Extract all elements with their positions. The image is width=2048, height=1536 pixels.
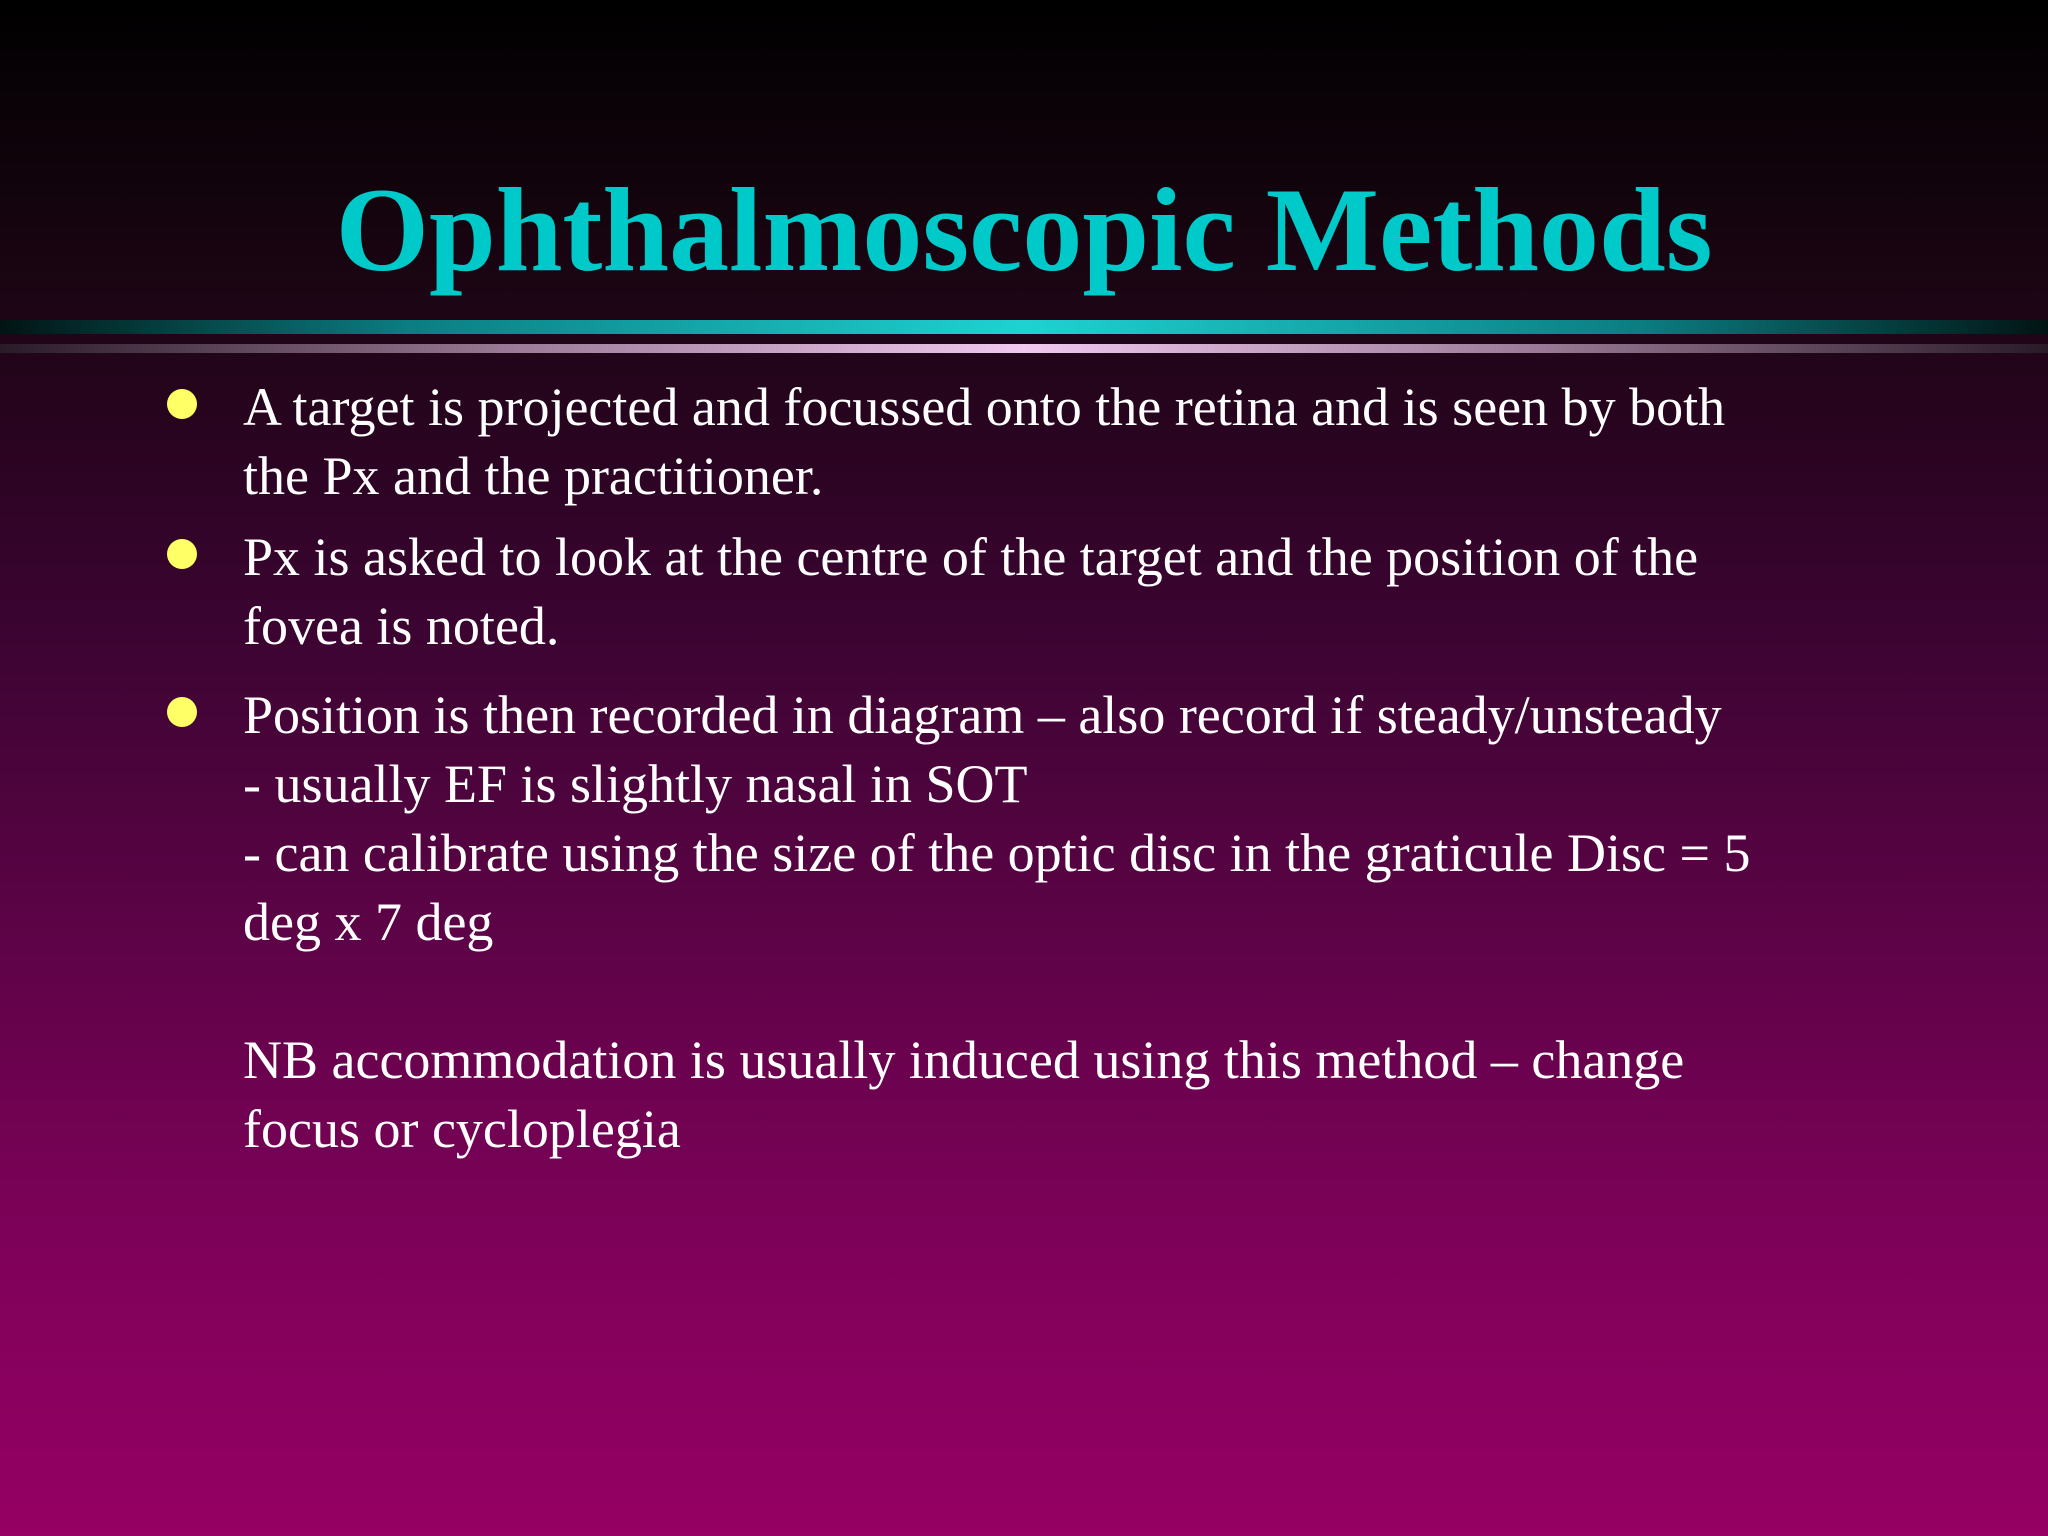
bullet-text-line: the Px and the practitioner.	[243, 446, 824, 506]
bullet-dot-icon	[167, 389, 197, 419]
bullet-text-line: deg x 7 deg	[243, 892, 494, 952]
bullet-item	[243, 681, 1853, 1164]
slide-title: Ophthalmoscopic Methods	[335, 163, 1713, 296]
bullet-text-line: - can calibrate using the size of the optic disc in the graticule Disc = 5	[243, 823, 1751, 883]
bullet-item	[243, 523, 1853, 661]
bullet-dot-icon	[167, 539, 197, 569]
bullet-text-line: A target is projected and focussed onto the retina and is seen by both	[243, 377, 1726, 437]
bullet-text-line: Px is asked to look at the centre of the target and the position of the	[243, 527, 1699, 587]
bullet-text-line: fovea is noted.	[243, 596, 560, 656]
bullet-text-line: - usually EF is slightly nasal in SOT	[243, 754, 1028, 814]
bullet-text-line: Position is then recorded in diagram – also record if steady/unsteady	[243, 685, 1722, 745]
bullet-dot-icon	[167, 697, 197, 727]
bullet-item	[243, 373, 1853, 511]
note-text-line: focus or cycloplegia	[243, 1099, 681, 1159]
note-text-line: NB accommodation is usually induced using this method – change	[243, 1030, 1685, 1090]
paragraph-spacer	[243, 957, 1853, 1026]
